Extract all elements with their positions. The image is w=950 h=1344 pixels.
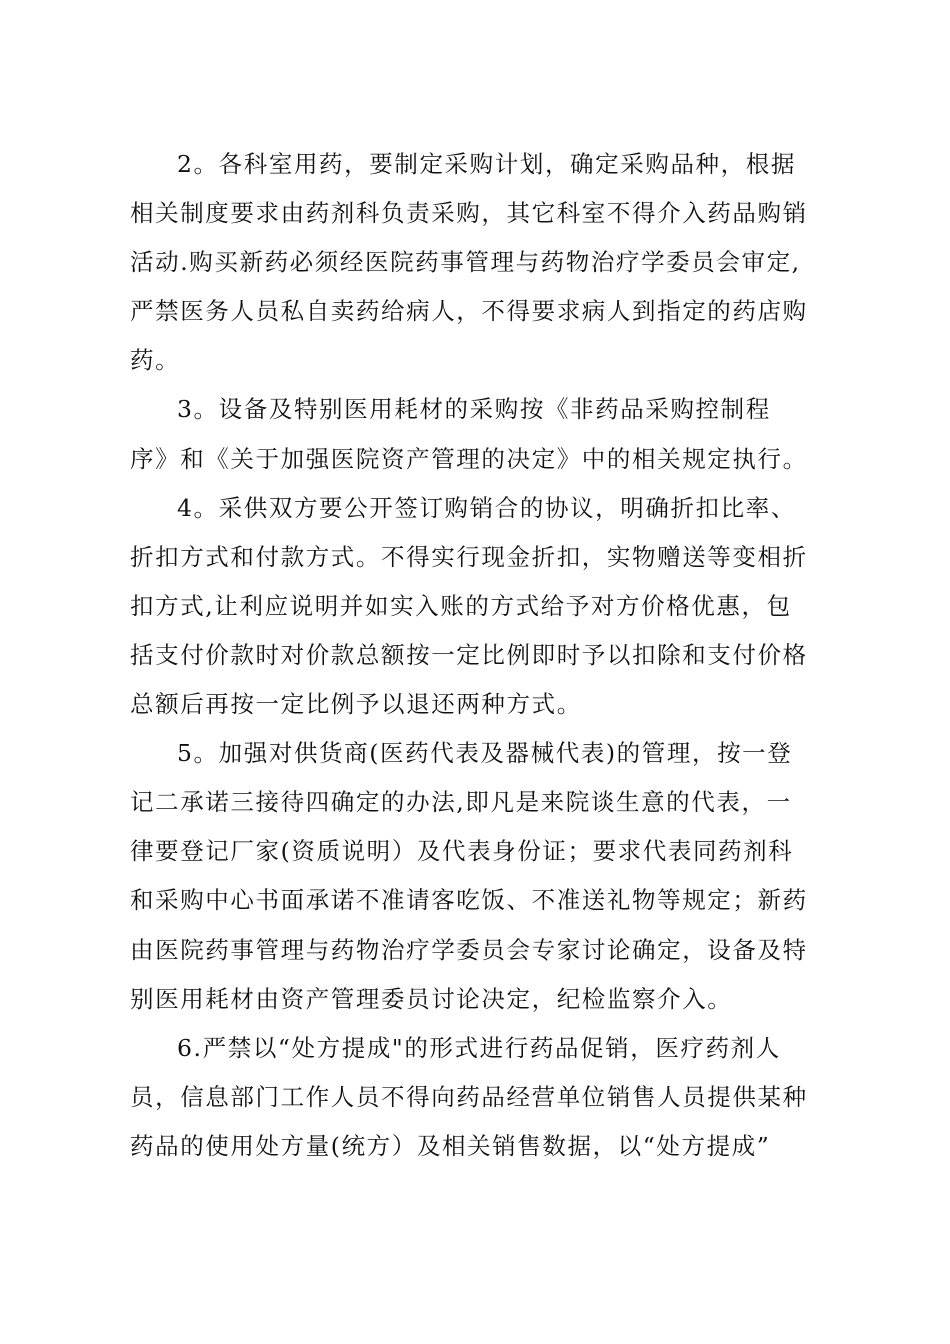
text-line: 扣方式,让利应说明并如实入账的方式给予对方价格优惠，包: [130, 591, 792, 620]
paragraph-item-6: [130, 1024, 830, 1171]
text-line: 4。采供双方要公开签订购销合的协议，明确折扣比率、: [177, 493, 796, 522]
text-line: 员，信息部门工作人员不得向药品经营单位销售人员提供某种: [130, 1082, 808, 1111]
text-line: 活动.购买新药必须经医院药事管理与药物治疗学委员会审定,: [130, 248, 801, 277]
text-line: 2。各科室用药，要制定采购计划，确定采购品种，根据: [177, 150, 796, 178]
text-line: 3。设备及特别医用耗材的采购按《非药品采购控制程: [177, 395, 771, 424]
text-line: 药。: [130, 346, 181, 375]
text-line: 6.严禁以“处方提成"的形式进行药品促销，医疗药剂人: [177, 1033, 781, 1062]
text-line: 别医用耗材由资产管理委员讨论决定，纪检监察介入。: [130, 984, 733, 1013]
text-line: 5。加强对供货商(医药代表及器械代表)的管理，按一登: [177, 739, 793, 768]
paragraph-item-3: [130, 385, 830, 483]
text-line: 括支付价款时对价款总额按一定比例即时予以扣除和支付价格: [130, 640, 808, 669]
document-body: [130, 140, 830, 1171]
text-line: 总额后再按一定比例予以退还两种方式。: [130, 690, 582, 719]
text-line: 药品的使用处方量(统方）及相关销售数据，以“处方提成”: [130, 1131, 771, 1160]
paragraph-item-4: [130, 484, 830, 729]
text-line: 由医院药事管理与药物治疗学委员会专家讨论确定，设备及特: [130, 935, 808, 964]
text-line: 折扣方式和付款方式。不得实行现金折扣，实物赠送等变相折: [130, 542, 808, 571]
text-line: 严禁医务人员私自卖药给病人，不得要求病人到指定的药店购: [130, 297, 808, 326]
text-line: 相关制度要求由药剂科负责采购，其它科室不得介入药品购销: [130, 199, 808, 228]
paragraph-item-2: [130, 140, 830, 385]
text-line: 和采购中心书面承诺不准请客吃饭、不准送礼物等规定；新药: [130, 886, 808, 915]
paragraph-item-5: [130, 729, 830, 1024]
text-line: 记二承诺三接待四确定的办法,即凡是来院谈生意的代表，一: [130, 788, 792, 817]
text-line: 律要登记厂家(资质说明）及代表身份证；要求代表同药剂科: [130, 837, 794, 866]
text-line: 序》和《关于加强医院资产管理的决定》中的相关规定执行。: [130, 444, 808, 473]
